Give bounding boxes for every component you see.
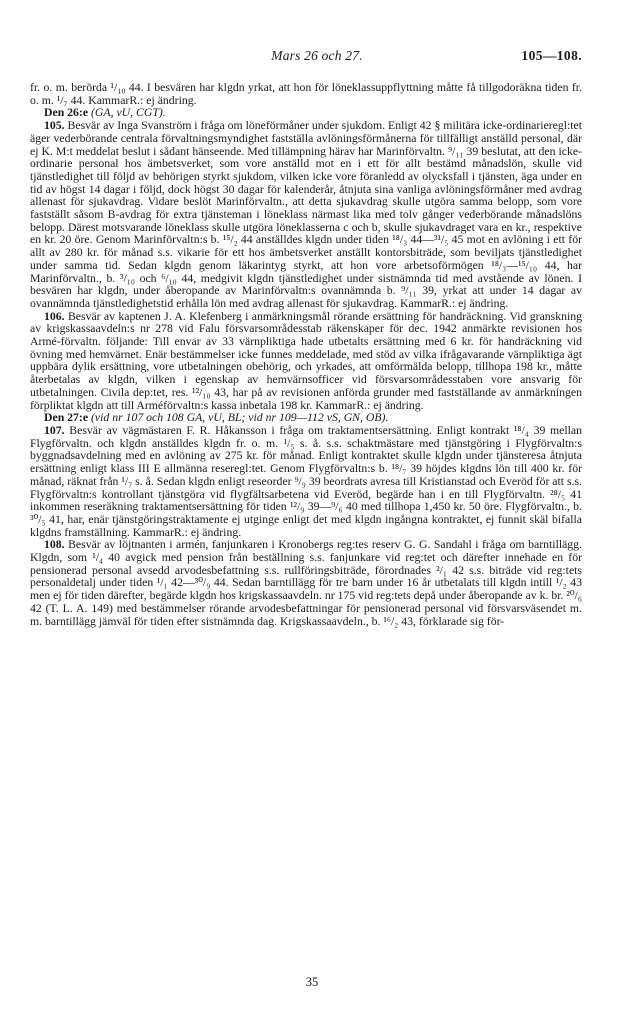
case-text: Besvär av vägmästaren F. R. Håkansson i fråga om traktamentsersättning. Enligt kontrakt ¹⁸/₄ 39 mellan Flygförvaltn. och klgdn anställdes klgdn fr. o. m. ¹/₅ s. å. s.s. schaktmästare med tjänstgöring i Flygförvaltn:s byggnadsavdelning med en avlöning av 275 kr. för månad. Enligt kontraktet skulle klgdn under tjänsteresa åtnjuta ersättning enligt klass III E allmänna reseregl:tet. Genom Flygförvaltn:s b. ¹⁸/₇ 39 höjdes klgdns lön till 400 kr. för månad, räknat från ¹/₇ s. å. Sedan klgdn enligt reseorder ⁹/₉ 39 beordrats avresa till Kristianstad och Everöd för att s.s. Flygförvaltn:s kontrollant tjänstgöra vid flygfältsarbetena vid Everöd, begärde han i en till Flygförvaltn. ²⁸/₅ 41 inkommen reseräkning traktamentsersättning för tiden ¹²/₉ 39—⁹/₆ 40 med tillhopa 1,450 kr. 50 öre. Flygförvaltn., b. ³⁰/₅ 41, har, enär tjänstgöringstraktamente ej utginge enligt det med klgdn ingångna kontraktet, ej funnit skäl bifalla klgdns framställning. KammarR.: ej ändring. [30,423,583,539]
running-head-range: 105—108. [521,48,582,63]
paragraph-continuation: fr. o. m. berörda ¹/₁₀ 44. I besvären har klgdn yrkat, att hon för löneklassuppflyttning måtte få tillgodoräkna tiden fr. o. m. ¹/₇ 44. KammarR.: ej ändring. [30,81,582,107]
case-number: 106. [44,309,65,323]
running-head [52,48,582,70]
case-number: 108. [44,538,65,552]
running-head-date: Mars 26 och 27. [271,48,363,63]
case-text: Besvär av kaptenen J. A. Klefenberg i anmärkningsmål rörande ersättning för handräckning. Vid granskning av krigskassaavdeln:s nr 278 vid Falu försvarsområdesstab räkenskaper för dec. 1942 anmärkte revisionen hos Armé-förvaltn. följande: Till envar av 33 värnpliktiga hade utbetalts ersättning med 6 kr. för handräckning vid övning med hemvärnet. Enär bestämmelser icke funnes meddelade, med stöd av vilka ifrågavarande värnpliktiga ägt uppbära dylik ersättning, vore utbetalningen obehörig, och yrkades, att omförmälda belopp, tillhopa 198 kr., måtte återbetalas av klgdn, vilken i egenskap av hemvärnsofficer vid försvarsområdesstaben vore ansvarig för utbetalningen. Civila dep:tet, res. ¹²/₁₀ 43, har på av revisionen anförda grunder med fastställande av anmärkningen förpliktat klgdn att till Arméförvaltn:s kassa inbetala 198 kr. KammarR.: ej ändring. [30,309,583,412]
case-entry [30,539,582,628]
case-number: 107. [44,423,65,437]
session-ref: (vid nr 107 och 108 GA, vU, BL; vid nr 109—112 vS, GN, OB). [91,411,389,425]
session-ref: (GA, vU, CGT). [91,106,166,120]
case-text: Besvär av löjtnanten i armén, fanjunkaren i Kronobergs reg:tes reserv G. G. Sandahl i fråga om barntillägg. Klgdn, som ¹/₄ 40 avgick med pension från beställning s.s. fanjunkare vid reg:tet och därefter innehade en för pensionerad personal avsedd arvodesbefattning s.s. rullföringsbiträde, förordnades ²/₁ 42 s.s. biträde vid reg:tets personaldetalj under tiden ¹/₁ 42—³⁰/₉ 44. Sedan barntillägg för tre barn under 16 år utbetalats till klgdn intill ¹/₂ 43 men ej för tiden därefter, begärde klgdn hos krigskassaavdeln. nr 175 vid reg:tets depå under åberopande av k. br. ²⁰/₆ 42 (T. L. A. 149) med bestämmelser rörande arvodesbefattningar för pensionerad personal vid försvarsväsendet m. m. barntillägg jämväl för tiden efter sistnämnda dag. Krigskassaavdeln., b. ¹⁶/₂ 43, förklarade sig för- [30,538,582,628]
case-entry [30,311,582,413]
body-text [30,82,582,628]
page-number: 35 [305,975,319,989]
case-number: 105. [44,119,65,133]
session-date: Den 26:e [44,106,89,120]
session-date: Den 27:e [44,411,89,425]
case-entry [30,120,582,311]
case-text: Besvär av Inga Svanström i fråga om löneförmåner under sjukdom. Enligt 42 § militära icke-ordinarieregl:tet äger vederbörande centrala förvaltningsmyndighet fastställa avlöningsförmånerna för tillfälligt anställd personal, där ej K. M:t meddelat beslut i sådant hänseende. Med tillämpning härav har Marinförvaltn. ⁹/₁₁ 39 beslutat, att den icke-ordinarie personal hos ämbetsverket, som vore anställd mot en i ett för allt bestämd månadslön, skulle vid tjänstledighet till följd av behörigen styrkt sjukdom, vilken icke vore föranledd av olycksfall i tjänsten, äga under en tid av högst 14 dagar i följd, dock högst 30 dagar för kalenderår, åtnjuta sina vanliga avlöningsförmåner med avdrag allenast för sjukavdrag. Vidare beslöt Marinförvaltn., att detta sjukavdrag skulle utgöra samma belopp, som vore fastställt såsom B-avdrag för extra tjänsteman i löneklass närmast lika med tolv gånger vederbörande månadslöns belopp. Därest motsvarande löneklass skulle utgöra löneklasserna c och b, skulle sjukavdraget vara en kr., respektive en kr. 20 öre. Genom Marinförvaltn:s b. ¹⁵/₂ 44 anställdes klgdn under tiden ¹⁸/₃ 44—³¹/₅ 45 mot en avlöning i ett för allt av 280 kr. för månad s.s. vikarie för ett hos ämbetsverket anställt kontorsbiträde, som beviljats tjänstledighet under samma tid. Sedan klgdn genom läkarintyg styrkt, att hon vore arbetsoförmögen ¹⁸/₃—¹⁵/₁₀ 44, har Marinförvaltn., b. ³/₁₀ och ⁶/₁₀ 44, medgivit klgdn tjänstledighet under sistnämnda tid med avstående av lönen. I besvären har klgdn, under åberopande av Marinförvaltn:s ovannämnda b. ⁹/₁₁ 39, yrkat att under 14 dagar av ovannämnda tjänstledighetstid erhålla lön med avdrag allenast för sjukavdrag. KammarR.: ej ändring. [30,119,582,310]
case-entry [30,425,582,539]
